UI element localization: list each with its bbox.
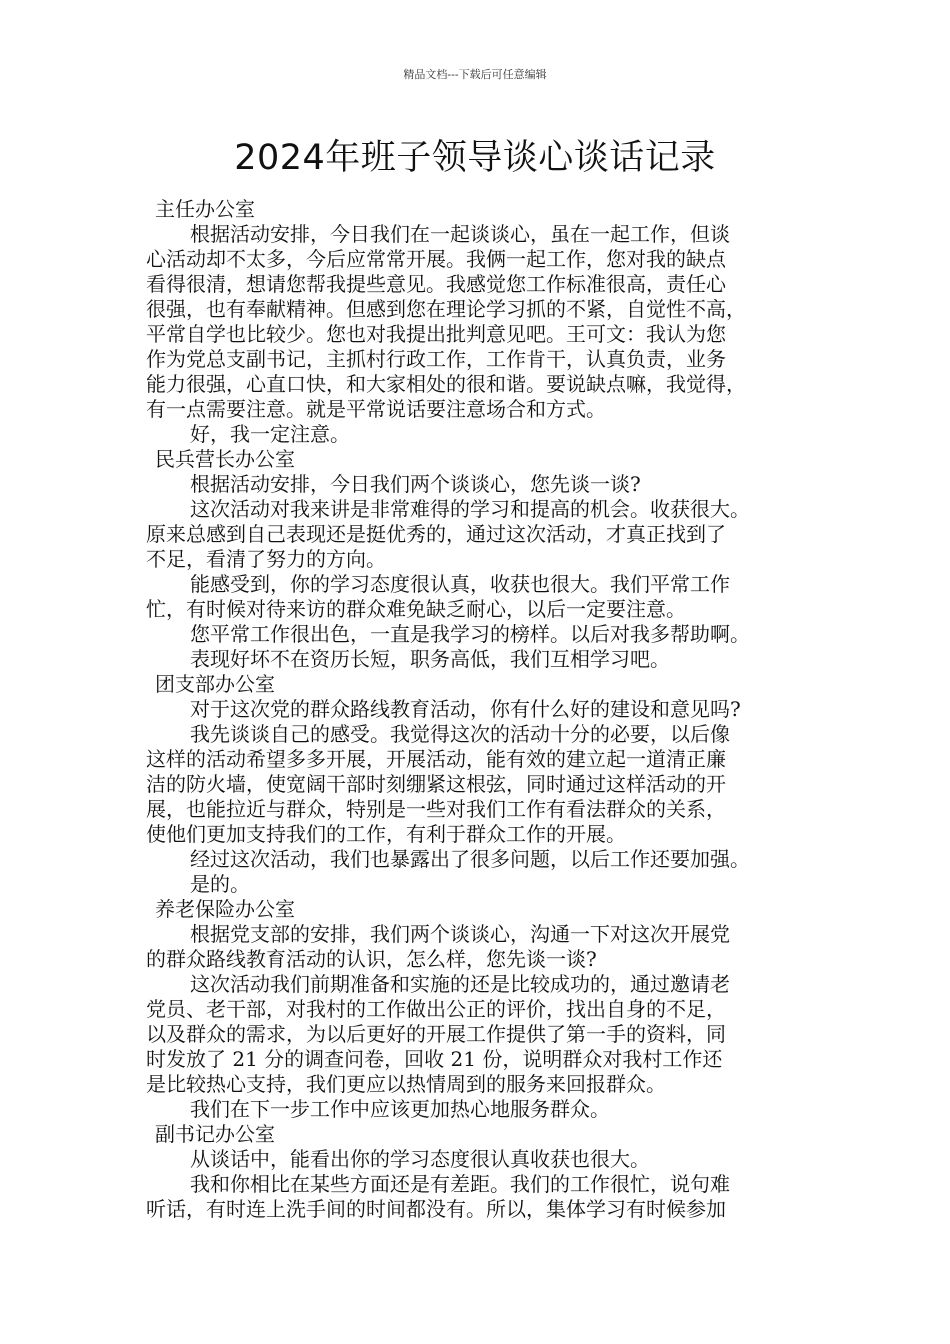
section-heading: 主任办公室 (155, 197, 255, 221)
text-line: 有一点需要注意。就是平常说话要注意场合和方式。 (146, 397, 606, 421)
text-line: 展，也能拉近与群众，特别是一些对我们工作有看法群众的关系， (146, 797, 726, 821)
document-title: 2024年班子领导谈心谈话记录 (234, 138, 716, 178)
text-line: 根据活动安排，今日我们在一起谈谈心，虽在一起工作，但谈 (190, 222, 730, 246)
text-line: 根据活动安排，今日我们两个谈谈心，您先谈一谈? (190, 472, 641, 496)
section-heading: 养老保险办公室 (155, 897, 295, 921)
text-line: 这次活动我们前期准备和实施的还是比较成功的，通过邀请老 (190, 972, 730, 996)
text-line: 能感受到，你的学习态度很认真，收获也很大。我们平常工作 (190, 572, 730, 596)
text-line: 您平常工作很出色，一直是我学习的榜样。以后对我多帮助啊。 (190, 622, 750, 646)
text-line: 的群众路线教育活动的认识，怎么样，您先谈一谈? (146, 947, 597, 971)
text-line: 这次活动对我来讲是非常难得的学习和提高的机会。收获很大。 (190, 497, 750, 521)
text-line: 很强，也有奉献精神。但感到您在理论学习抓的不紧，自觉性不高， (146, 297, 746, 321)
text-line: 时发放了 21 分的调查问卷，回收 21 份，说明群众对我村工作还 (146, 1047, 723, 1071)
section-heading: 民兵营长办公室 (155, 447, 295, 471)
text-line: 作为党总支副书记，主抓村行政工作，工作肯干，认真负责，业务 (146, 347, 726, 371)
text-line: 原来总感到自己表现还是挺优秀的，通过这次活动，才真正找到了 (146, 522, 726, 546)
text-line: 表现好坏不在资历长短，职务高低，我们互相学习吧。 (190, 647, 670, 671)
text-line: 我们在下一步工作中应该更加热心地服务群众。 (190, 1097, 610, 1121)
text-line: 洁的防火墙，使宽阔干部时刻绷紧这根弦，同时通过这样活动的开 (146, 772, 726, 796)
text-line: 从谈话中，能看出你的学习态度很认真收获也很大。 (190, 1147, 650, 1171)
document-body (146, 197, 826, 1222)
text-line: 听话，有时连上洗手间的时间都没有。所以，集体学习有时候参加 (146, 1197, 726, 1221)
text-line: 看得很清，想请您帮我提些意见。我感觉您工作标准很高，责任心 (146, 272, 726, 296)
text-line: 不足，看清了努力的方向。 (146, 547, 386, 571)
text-line: 对于这次党的群众路线教育活动，你有什么好的建设和意见吗? (190, 697, 741, 721)
text-line: 好，我一定注意。 (190, 422, 350, 446)
text-line: 这样的活动希望多多开展，开展活动，能有效的建立起一道清正廉 (146, 747, 726, 771)
text-line: 使他们更加支持我们的工作，有利于群众工作的开展。 (146, 822, 626, 846)
text-line: 心活动却不太多，今后应常常开展。我俩一起工作，您对我的缺点 (146, 247, 726, 271)
text-line: 经过这次活动，我们也暴露出了很多问题，以后工作还要加强。 (190, 847, 750, 871)
text-line: 我和你相比在某些方面还是有差距。我们的工作很忙，说句难 (190, 1172, 730, 1196)
text-line: 是比较热心支持，我们更应以热情周到的服务来回报群众。 (146, 1072, 666, 1096)
text-line: 平常自学也比较少。您也对我提出批判意见吧。王可文：我认为您 (146, 322, 726, 346)
text-line: 忙，有时候对待来访的群众难免缺乏耐心，以后一定要注意。 (146, 597, 686, 621)
page-header: 精品文档---下载后可任意编辑 (403, 68, 547, 81)
section-heading: 副书记办公室 (155, 1122, 275, 1146)
text-line: 是的。 (190, 872, 250, 896)
text-line: 我先谈谈自己的感受。我觉得这次的活动十分的必要，以后像 (190, 722, 730, 746)
text-line: 以及群众的需求，为以后更好的开展工作提供了第一手的资料，同 (146, 1022, 726, 1046)
section-heading: 团支部办公室 (155, 672, 275, 696)
text-line: 能力很强，心直口快，和大家相处的很和谐。要说缺点嘛，我觉得， (146, 372, 746, 396)
text-line: 根据党支部的安排，我们两个谈谈心，沟通一下对这次开展党 (190, 922, 730, 946)
text-line: 党员、老干部，对我村的工作做出公正的评价，找出自身的不足， (146, 997, 726, 1021)
